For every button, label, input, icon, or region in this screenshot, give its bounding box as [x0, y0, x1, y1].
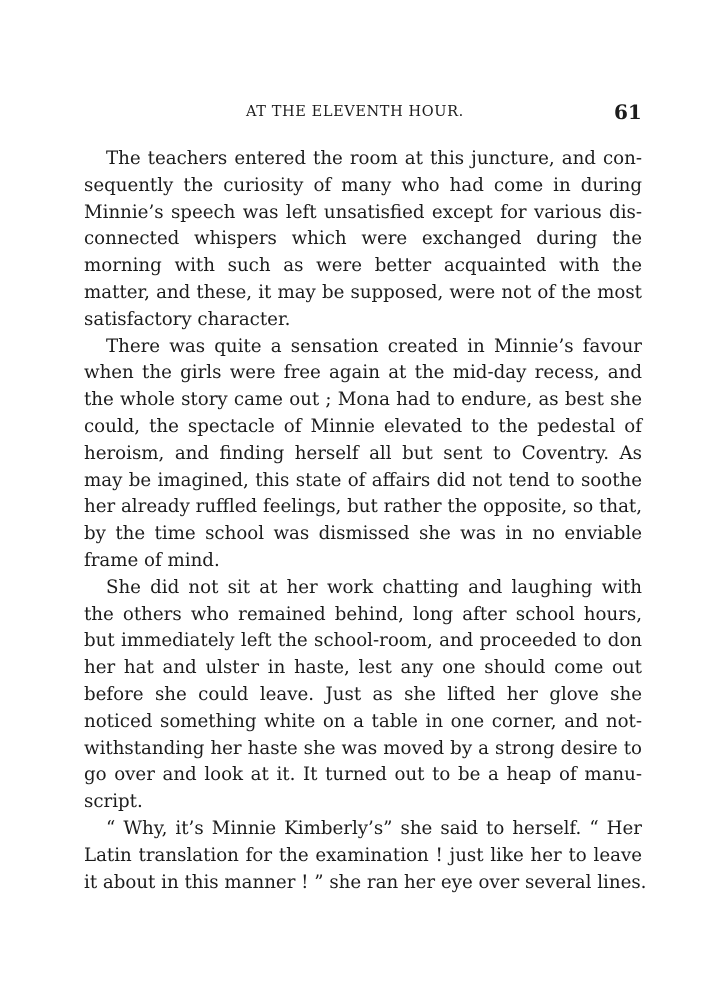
text-line: There was quite a sensation created in Minnie’s favour — [106, 335, 642, 357]
text-line: sequently the curiosity of many who had come in during — [84, 174, 642, 196]
text-line: script. — [84, 791, 143, 813]
text-line: She did not sit at her work chatting and laughing with — [106, 576, 642, 598]
text-line: withstanding her haste she was moved by a strong desire to — [84, 737, 642, 759]
text-line: morning with such as were better acquainted with the — [84, 255, 642, 277]
text-line: noticed something white on a table in one corner, and not- — [84, 710, 642, 732]
text-line: “ Why, it’s Minnie Kimberly’s” she said to herself. “ Her — [106, 817, 642, 839]
text-line: frame of mind. — [84, 549, 220, 571]
text-line: it about in this manner ! ” she ran her eye over several lines. — [84, 871, 647, 893]
text-line: satisfactory character. — [84, 308, 291, 330]
text-line: Minnie’s speech was left unsatisfied except for various dis- — [84, 201, 642, 223]
text-line: connected whispers which were exchanged during the — [84, 228, 642, 250]
text-line: the others who remained behind, long after school hours, — [84, 603, 642, 625]
paragraph-4 — [84, 816, 647, 896]
text-line: when the girls were free again at the mid-day recess, and — [84, 362, 642, 384]
text-line: but immediately left the school-room, and proceeded to don — [84, 630, 642, 652]
text-line: the whole story came out ; Mona had to endure, as best she — [84, 389, 642, 411]
text-line: before she could leave. Just as she lifted her glove she — [84, 683, 642, 705]
text-line: heroism, and finding herself all but sent to Coventry. As — [84, 442, 642, 464]
text-line: her hat and ulster in haste, lest any one should come out — [84, 657, 642, 679]
text-line: her already ruffled feelings, but rather the opposite, so that, — [84, 496, 642, 518]
body-text — [84, 146, 647, 896]
text-line: go over and look at it. It turned out to be a heap of manu- — [84, 764, 642, 786]
text-line: The teachers entered the room at this juncture, and con- — [106, 148, 642, 169]
text-line: may be imagined, this state of affairs did not tend to soothe — [84, 469, 642, 491]
paragraph-2 — [84, 334, 642, 575]
page-number: 61 — [614, 100, 642, 124]
paragraph-3 — [84, 575, 642, 816]
text-line: Latin translation for the examination ! just like her to leave — [84, 844, 642, 866]
paragraph-1 — [84, 146, 642, 334]
text-line: could, the spectacle of Minnie elevated to the pedestal of — [84, 415, 642, 437]
text-line: by the time school was dismissed she was in no enviable — [84, 523, 642, 545]
running-title: AT THE ELEVENTH HOUR. — [246, 104, 464, 120]
text-line: matter, and these, it may be supposed, were not of the most — [84, 281, 642, 303]
